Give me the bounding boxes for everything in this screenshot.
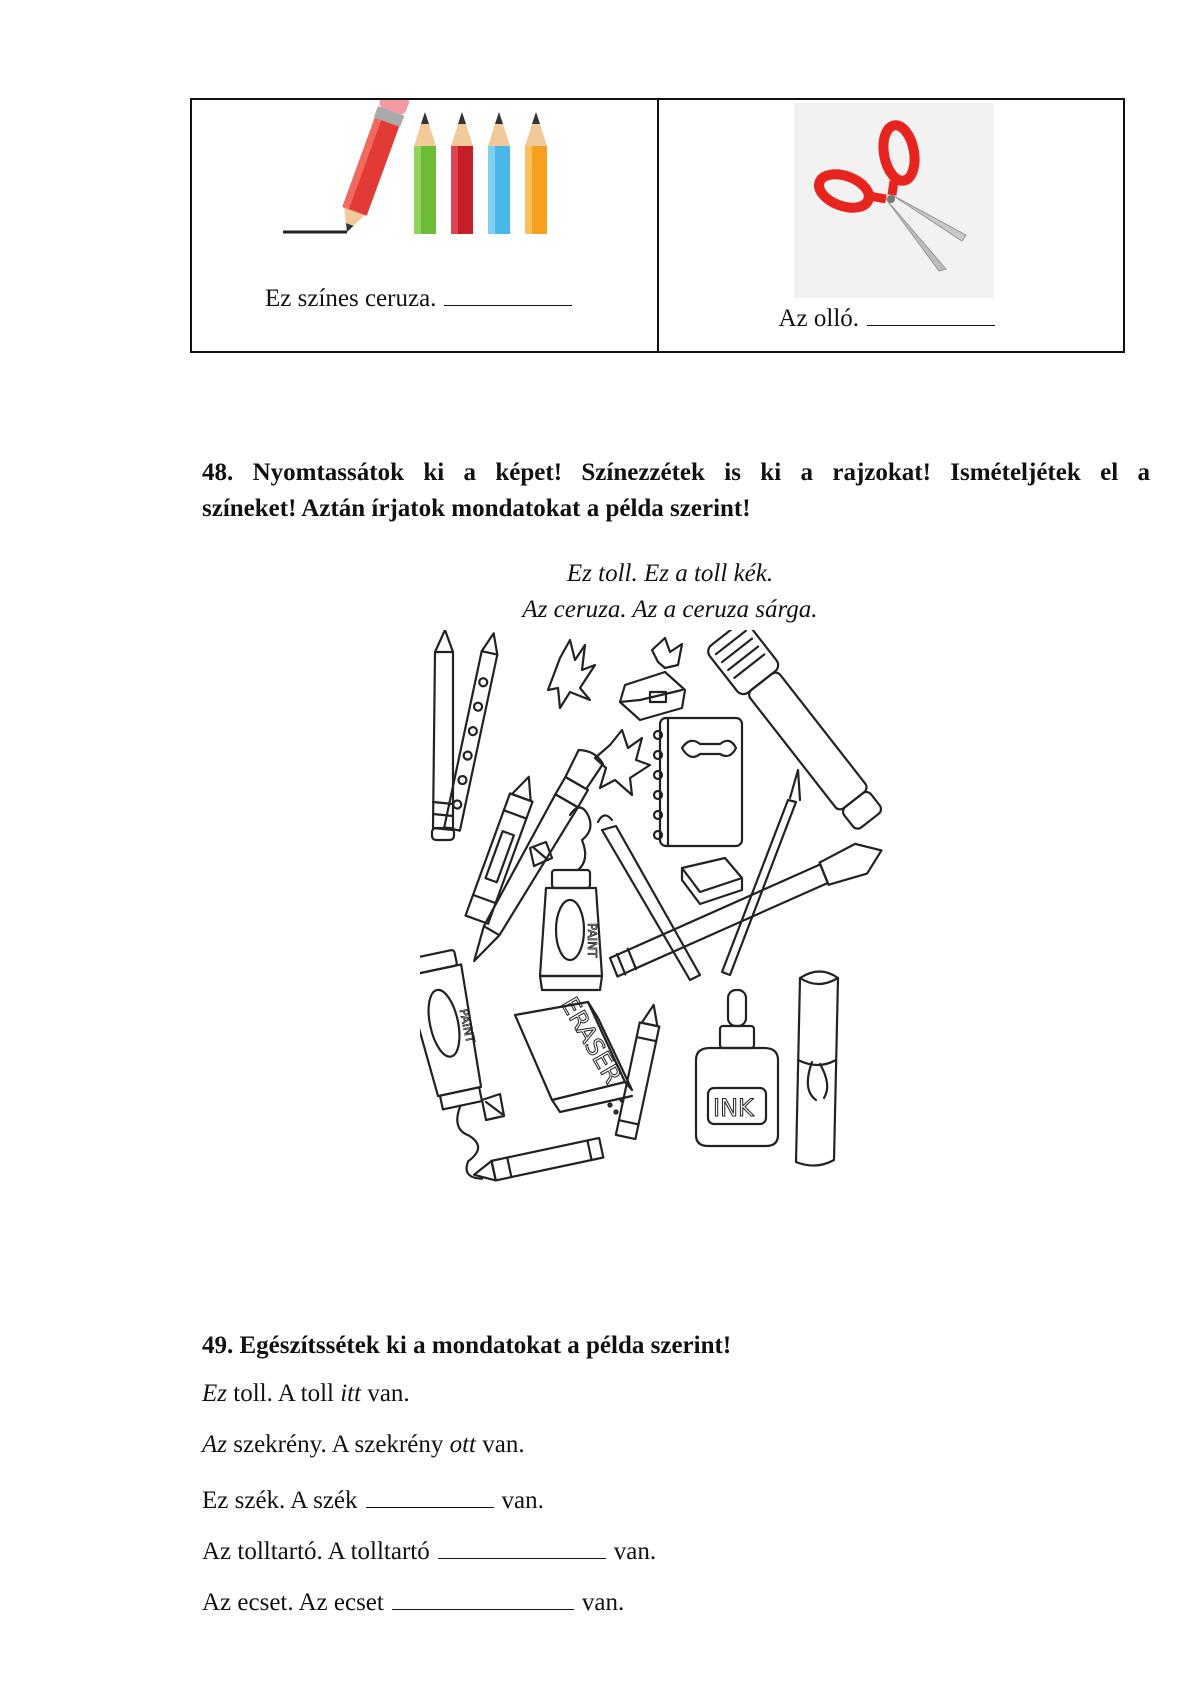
sharpener-drawing bbox=[620, 638, 685, 720]
sentence-3-a: Ez szék. A szék bbox=[202, 1487, 358, 1514]
sentence-5-a: Az ecset. Az ecset bbox=[202, 1589, 384, 1616]
scissors-answer-blank[interactable] bbox=[867, 300, 995, 326]
sentence-4-d: van. bbox=[613, 1538, 657, 1565]
sentence-3 bbox=[202, 1482, 544, 1515]
colored-pencils-image bbox=[277, 100, 567, 240]
sentence-1 bbox=[202, 1380, 410, 1408]
sentence-4-blank[interactable] bbox=[438, 1533, 606, 1559]
sentence-2 bbox=[202, 1431, 525, 1459]
scissors-caption bbox=[779, 300, 996, 333]
pencil-drawing-1 bbox=[432, 630, 454, 840]
school-supplies-drawing bbox=[420, 630, 940, 1250]
notebook-drawing bbox=[654, 718, 742, 846]
sentence-1-a: Ez bbox=[202, 1380, 227, 1407]
pencils-cell bbox=[192, 100, 657, 351]
scissors-caption-text: Az olló. bbox=[778, 305, 860, 332]
sentence-4 bbox=[202, 1533, 656, 1566]
marker-drawing bbox=[705, 630, 890, 836]
sentence-2-c: ott bbox=[449, 1431, 477, 1458]
sentence-5-blank[interactable] bbox=[392, 1584, 574, 1610]
crayon-drawing-3 bbox=[472, 1138, 603, 1185]
paint-label-2: PAINT bbox=[456, 1007, 478, 1045]
sentence-3-blank[interactable] bbox=[366, 1482, 494, 1508]
small-eraser-drawing bbox=[682, 858, 742, 904]
brush-drawing-2 bbox=[722, 770, 800, 975]
exercise-48-line-1: 48. Nyomtassátok ki a képet! Színezzétek is ki a rajzokat! Ismételjétek el a bbox=[202, 459, 1150, 486]
pencil-answer-blank[interactable] bbox=[444, 280, 572, 306]
brush-drawing-1 bbox=[598, 815, 700, 980]
ink-label: INK bbox=[713, 1094, 754, 1122]
shavings-drawing-1 bbox=[548, 640, 595, 708]
paint-tube-drawing-1 bbox=[540, 808, 602, 991]
eraser-label: ERASER bbox=[555, 992, 627, 1089]
sentence-5-d: van. bbox=[581, 1589, 625, 1616]
crayon-drawing-1 bbox=[466, 773, 541, 924]
cap-drawing-2 bbox=[482, 1094, 504, 1120]
sentence-5 bbox=[202, 1584, 624, 1617]
paint-tube-drawing-2 bbox=[420, 949, 506, 1186]
paint-label-1: PAINT bbox=[585, 923, 599, 958]
exercise-48-line-2: színeket! Aztán írjatok mondatokat a példa szerint! bbox=[202, 495, 751, 522]
example-sentence-1: Ez toll. Ez a toll kék. bbox=[566, 560, 774, 587]
example-sentence-2: Az ceruza. Az a ceruza sárga. bbox=[522, 596, 818, 623]
sentence-4-a: Az tolltartó. A tolltartó bbox=[202, 1538, 430, 1565]
pencil-caption-text: Ez színes ceruza. bbox=[265, 285, 437, 312]
sentence-1-b: toll. A toll bbox=[227, 1380, 341, 1407]
exercise-49-title: 49. Egészítssétek ki a mondatokat a példa szerint! bbox=[202, 1332, 732, 1359]
ink-bottle-drawing bbox=[696, 990, 778, 1146]
pencil-caption bbox=[265, 280, 572, 313]
top-table bbox=[190, 98, 1125, 353]
sentence-3-d: van. bbox=[501, 1487, 544, 1514]
sentence-1-c: itt bbox=[340, 1380, 362, 1407]
scissors-cell bbox=[657, 100, 1124, 351]
scroll-drawing bbox=[796, 972, 838, 1166]
eraser-drawing bbox=[515, 993, 632, 1114]
sentence-2-b: szekrény. A szekrény bbox=[227, 1431, 450, 1458]
sentence-2-d: van. bbox=[476, 1431, 525, 1458]
scissors-image bbox=[794, 103, 994, 298]
sentence-2-a: Az bbox=[202, 1431, 227, 1458]
sentence-1-d: van. bbox=[361, 1380, 410, 1407]
